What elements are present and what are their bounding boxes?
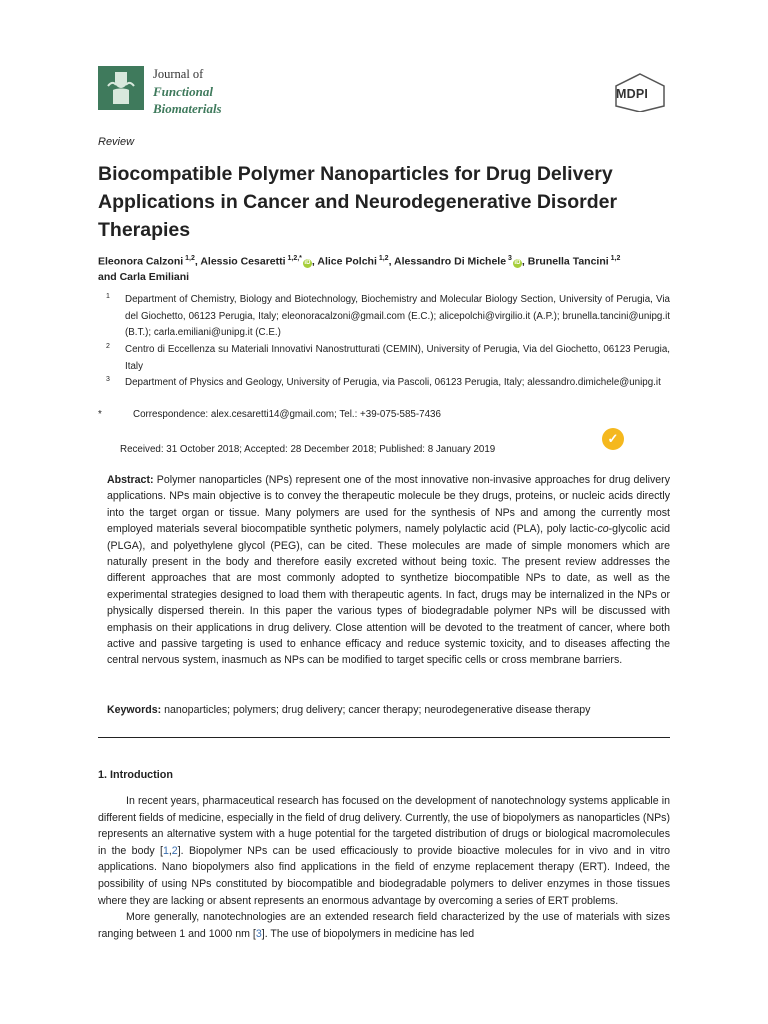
reference-link-3[interactable]: 3 bbox=[255, 927, 262, 940]
journal-header[interactable] bbox=[98, 66, 222, 117]
abstract bbox=[107, 472, 670, 669]
abstract-text-part2: -glycolic acid (PLGA), and polyethylene glycol (PEG), can be cited. These molecules are made of simple monomers which are naturally present in the body and therefore easily excreted without being toxic. The present review addresses the different approaches that are most commonly adopted to synthetize biocompatible NPs to date, as well as the experimental strategies designed to load them with therapeutic agents. In fact, drugs may be internalized in the NPs or physically dispersed therein. In this paper the various types of biodegradable polymer NPs will be discussed with emphasis on their applications in drug delivery. Close attention will be devoted to the treatment of cancer, where both active and passive targeting is used to enhance efficacy and reduce systemic toxicity, and to diseases affecting the central nervous system, inasmuch as NPs can be modified to target specific cells or cross membrane barriers. bbox=[107, 523, 670, 667]
reference-comma: , bbox=[168, 844, 172, 857]
journal-logo-icon bbox=[98, 66, 144, 110]
author-name[interactable]: Brunella Tancini bbox=[527, 255, 609, 268]
affiliation-2 bbox=[98, 342, 670, 375]
section-body bbox=[98, 793, 670, 942]
correspondence bbox=[98, 407, 670, 423]
correspondence-star: * bbox=[98, 409, 102, 420]
keywords-label: Keywords: bbox=[107, 704, 162, 716]
abstract-text-part1: Polymer nanoparticles (NPs) represent one of the most innovative non-invasive approaches for drug delivery applications. NPs main objective is to convey the therapeutic molecule be they drugs, proteins, or nucleic acids directly into the target organ or tissue. Many polymers are used for the synthesis of NPs and among the currently most employed materials several biocompatible synthetic polymers, namely polylactic acid (PLA), poly lactic- bbox=[107, 474, 670, 536]
paragraph-text: More generally, nanotechnologies are an extended research field characterized by the use of materials with sizes ranging between 1 and 1000 nm [ bbox=[98, 911, 670, 940]
paragraph-text: ]. Biopolymer NPs can be used efficaciously to provide bioactive molecules for in vivo and in vitro applications. Nano biopolymers also find applications in the field of enzyme replacement therapy (ERT). Indeed, the possibility of using NPs constituted by biocompatible and biodegradable polymers to deliver enzymes in those tissues where they are lacking or absent represents an enormous advantage by overcoming a series of ERT problems. bbox=[98, 844, 670, 907]
affiliation-1 bbox=[98, 292, 670, 342]
author-name[interactable]: and Carla Emiliani bbox=[98, 271, 190, 283]
affiliation-number: 2 bbox=[106, 343, 110, 350]
section-title: 1. Introduction bbox=[98, 769, 173, 781]
author-separator: , bbox=[311, 255, 318, 268]
paragraph-text: In recent years, pharmaceutical research has focused on the development of nanotechnology systems applicable in different fields of medicine, especially in the field of drug delivery. Currently, the use of biopolymers as nanoparticles (NPs) represents an alternative system with a huge potential for the targeted distribution of drugs or biological macromolecules in the body [ bbox=[98, 795, 670, 857]
orcid-icon[interactable]: iD bbox=[514, 259, 521, 266]
author-affiliation-sup: 1,2,* bbox=[285, 255, 302, 262]
section-divider bbox=[98, 737, 670, 738]
journal-name-line2: Functional bbox=[153, 84, 213, 99]
abstract-label: Abstract: bbox=[107, 474, 154, 486]
keywords bbox=[107, 702, 670, 718]
author-affiliation-sup: 1,2 bbox=[183, 255, 195, 262]
correspondence-text: Correspondence: alex.cesaretti14@gmail.com; Tel.: +39-075-585-7436 bbox=[133, 409, 441, 420]
journal-name-line1: Journal of bbox=[153, 67, 204, 81]
mdpi-logo-text: MDPI bbox=[616, 87, 649, 101]
paragraph-text: ]. The use of biopolymers in medicine has led bbox=[261, 927, 475, 940]
article-type: Review bbox=[98, 136, 135, 148]
check-for-updates-icon[interactable]: ✓ bbox=[602, 428, 624, 450]
paragraph-1 bbox=[98, 793, 670, 909]
reference-link-1[interactable]: 1 bbox=[162, 844, 169, 857]
author-name[interactable]: Alessio Cesaretti bbox=[200, 255, 286, 268]
author-name[interactable]: Eleonora Calzoni bbox=[98, 255, 184, 268]
abstract-italic: co bbox=[597, 523, 609, 536]
affiliation-number: 1 bbox=[106, 293, 110, 300]
affiliation-text: Centro di Eccellenza su Materiali Innovativi Nanostrutturati (CEMIN), University of Perugia, Via del Giochetto, 06123 Perugia, Italy bbox=[125, 344, 670, 372]
author-affiliation-sup: 1,2 bbox=[608, 255, 621, 262]
mdpi-logo[interactable] bbox=[612, 72, 668, 112]
paragraph-2 bbox=[98, 909, 670, 942]
affiliation-number: 3 bbox=[106, 376, 110, 383]
keywords-text: nanoparticles; polymers; drug delivery; cancer therapy; neurodegenerative disease therapy bbox=[161, 704, 591, 716]
author-name[interactable]: Alessandro Di Michele bbox=[394, 255, 507, 268]
author-separator: , bbox=[521, 255, 528, 268]
affiliation-text: Department of Physics and Geology, University of Perugia, via Pascoli, 06123 Perugia, Italy; alessandro.dimichele@unipg.it bbox=[125, 377, 661, 388]
affiliation-text: Department of Chemistry, Biology and Biotechnology, Biochemistry and Molecular Biology Section, University of Perugia, Via del Giochetto, 06123 Perugia, Italy; eleonoracalzoni@gmail.com (E.C.); alicepolchi@virgilio.it (A.P.); brunella.tancini@unipg.it (B.T.); carla.emiliani@unipg.it (C.E.) bbox=[125, 294, 670, 338]
author-affiliation-sup: 1,2 bbox=[376, 255, 389, 262]
affiliation-3 bbox=[98, 375, 670, 392]
orcid-icon[interactable]: iD bbox=[304, 259, 311, 266]
author-name[interactable]: Alice Polchi bbox=[317, 255, 377, 268]
author-separator: , bbox=[194, 255, 201, 268]
paper-title: Biocompatible Polymer Nanoparticles for Drug Delivery Applications in Cancer and Neurodegenerative Disorder Therapies bbox=[98, 163, 618, 241]
author-affiliation-sup: 3 bbox=[506, 255, 512, 262]
publication-dates: Received: 31 October 2018; Accepted: 28 December 2018; Published: 8 January 2019 bbox=[120, 444, 496, 455]
reference-link-2[interactable]: 2 bbox=[171, 844, 178, 857]
author-separator: , bbox=[388, 255, 395, 268]
journal-name-line3: Biomaterials bbox=[153, 101, 222, 116]
author-list bbox=[98, 251, 678, 286]
journal-name bbox=[153, 66, 222, 117]
